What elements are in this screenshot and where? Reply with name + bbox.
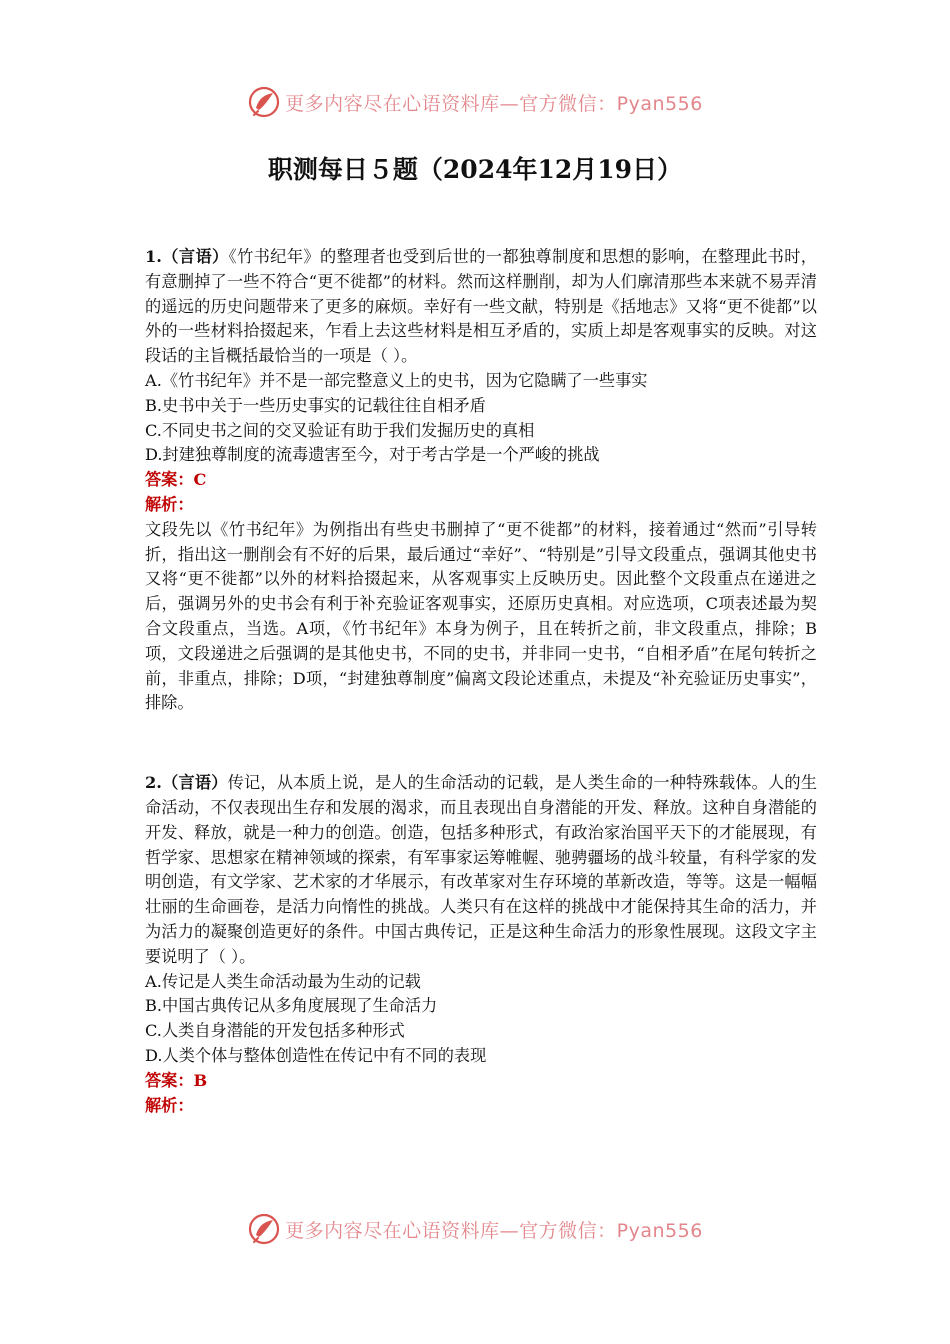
option-a: A.传记是人类生命活动最为生动的记载 bbox=[145, 971, 421, 991]
banner-text: 更多内容尽在心语资料库—官方微信：Pyan556 bbox=[285, 92, 703, 115]
brand-logo-icon bbox=[247, 85, 281, 119]
banner-text: 更多内容尽在心语资料库—官方微信：Pyan556 bbox=[285, 1219, 703, 1242]
option-d: D.人类个体与整体创造性在传记中有不同的表现 bbox=[145, 1045, 487, 1065]
footer-banner bbox=[0, 1209, 950, 1249]
option-b: B.史书中关于一些历史事实的记载往往自相矛盾 bbox=[145, 395, 486, 415]
analysis-label: 解析： bbox=[145, 1095, 194, 1115]
banner-handle: Pyan556 bbox=[616, 1219, 703, 1242]
question-2 bbox=[145, 771, 817, 1118]
page-title: 职测每日５题（2024年12月19日） bbox=[267, 155, 683, 184]
header-banner bbox=[0, 82, 950, 122]
option-c: C.不同史书之间的交叉验证有助于我们发掘历史的真相 bbox=[145, 420, 535, 440]
option-b: B.中国古典传记从多角度展现了生命活力 bbox=[145, 996, 438, 1016]
answer: 答案：C bbox=[145, 470, 207, 490]
question-stem: 2.（言语）传记，从本质上说，是人的生命活动的记载，是人类生命的一种特殊载体。人的生命活动，不仅表现出生存和发展的渴求，而且表现出自身潜能的开发、释放。这种自身潜能的开发、释放，就是一种力的创造。创造，包括多种形式，有政治家治国平天下的才能展现，有哲学家、思想家在精神领域的探索，有军事家运筹帷幄、驰骋疆场的战斗较量，有科学家的发明创造，有文学家、艺术家的才华展示，有改革家对生存环境的革新改造，等等。这是一幅幅壮丽的生命画卷，是活力向惰性的挑战。人类只有在这样的挑战中才能保持其生命的活力，并为活力的凝聚创造更好的条件。中国古典传记，正是这种生命活力的形象性展现。这段文字主要说明了（ ）。 bbox=[145, 773, 818, 966]
banner-handle: Pyan556 bbox=[616, 92, 703, 115]
question-stem: 1.（言语）《竹书纪年》的整理者也受到后世的一都独尊制度和思想的影响，在整理此书时，有意删掉了一些不符合“更不徙都”的材料。然而这样删削，却为人们廓清那些本来就不易弄清的遥远的历史问题带来了更多的麻烦。幸好有一些文献，特别是《括地志》又将“更不徙都”以外的一些材料拾掇起来，乍看上去这些材料是相互矛盾的，实质上却是客观事实的反映。对这段话的主旨概括最恰当的一项是（ ）。 bbox=[145, 247, 817, 366]
option-a: A.《竹书纪年》并不是一部完整意义上的史书，因为它隐瞒了一些事实 bbox=[145, 370, 648, 390]
answer: 答案：B bbox=[145, 1070, 208, 1090]
document-body bbox=[145, 245, 817, 1118]
analysis-label: 解析： bbox=[145, 494, 194, 514]
question-number: 1. bbox=[145, 247, 162, 266]
analysis-text: 文段先以《竹书纪年》为例指出有些史书删掉了“更不徙都”的材料，接着通过“然而”引导转折，指出这一删削会有不好的后果，最后通过“幸好”、“特别是”引导文段重点，强调其他史书又将“更不徙都”以外的材料拾掇起来，从客观事实上反映历史。因此整个文段重点在递进之后，强调另外的史书会有利于补充验证客观事实，还原历史真相。对应选项，C项表述最为契合文段重点，当选。A项，《竹书纪年》本身为例子，且在转折之前，非文段重点，排除；B项，文段递进之后强调的是其他史书，不同的史书，并非同一史书，“自相矛盾”在尾句转折之前，非重点，排除；D项，“封建独尊制度”偏离文段论述重点，未提及“补充验证历史事实”，排除。 bbox=[145, 519, 817, 713]
option-c: C.人类自身潜能的开发包括多种形式 bbox=[145, 1021, 405, 1041]
question-tag: （言语） bbox=[161, 773, 228, 793]
question-1 bbox=[145, 245, 817, 716]
brand-logo-icon bbox=[247, 1212, 281, 1246]
question-number: 2. bbox=[145, 773, 162, 793]
question-tag: （言语） bbox=[161, 247, 229, 266]
option-d: D.封建独尊制度的流毒遗害至今，对于考古学是一个严峻的挑战 bbox=[145, 445, 600, 465]
